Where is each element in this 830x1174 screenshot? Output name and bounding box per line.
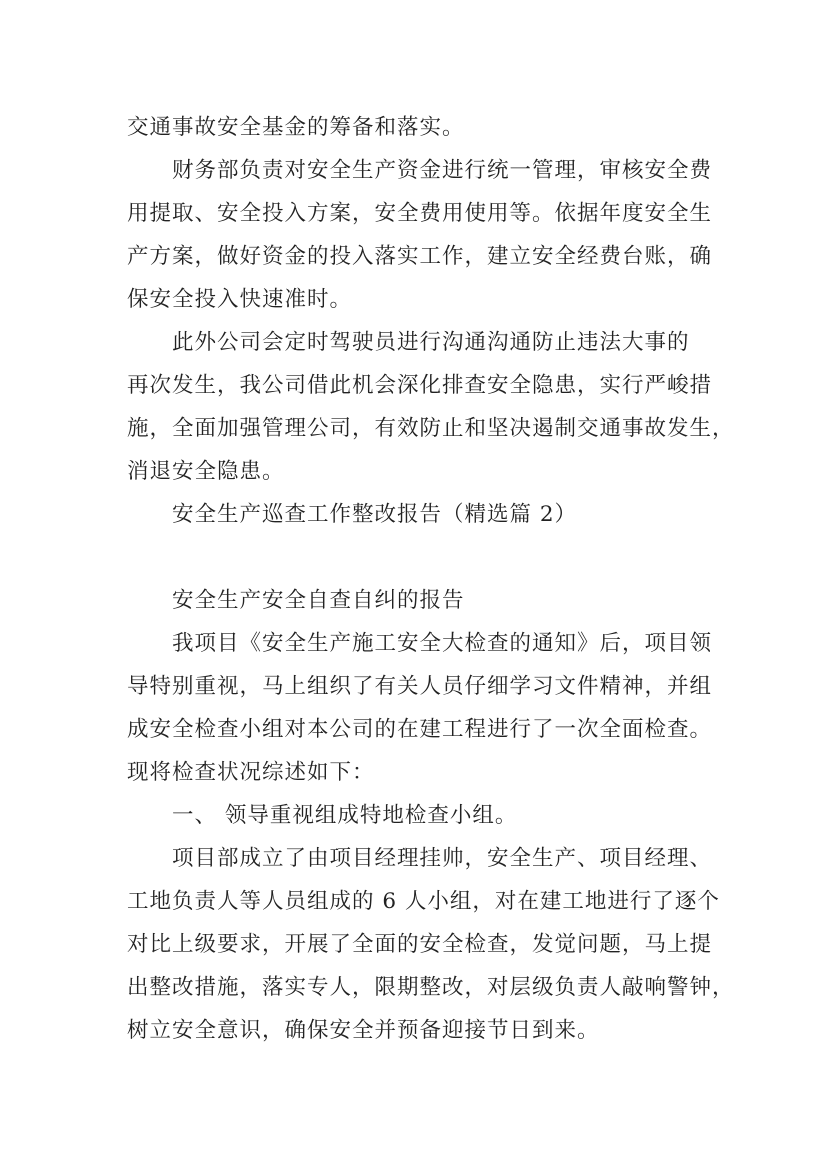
text-line: 用提取、安全投入方案，安全费用使用等。依据年度安全生	[127, 201, 713, 226]
text-line: 出整改措施，落实专人，限期整改，对层级负责人敲响警钟，	[127, 975, 735, 1000]
section-heading	[127, 493, 727, 536]
paragraph	[127, 106, 727, 149]
text-line: 安全生产巡查工作整改报告（精选篇 2）	[172, 502, 578, 527]
text-line: 对比上级要求，开展了全面的安全检查，发觉问题，马上提	[127, 932, 713, 957]
paragraph	[127, 837, 735, 1052]
text-line: 项目部成立了由项目经理挂帅，安全生产、项目经理、	[172, 846, 713, 871]
paragraph	[127, 622, 727, 794]
text-line: 我项目《安全生产施工安全大检查的通知》后，项目领	[172, 631, 713, 656]
text-line: 再次发生，我公司借此机会深化排查安全隐患，实行严峻措	[127, 373, 713, 398]
text-line: 交通事故安全基金的筹备和落实。	[127, 115, 465, 140]
paragraph	[127, 321, 735, 493]
text-line: 工地负责人等人员组成的 6 人小组，对在建工地进行了逐个	[127, 889, 720, 914]
text-line: 成安全检查小组对本公司的在建工程进行了一次全面检查。	[127, 717, 713, 742]
text-line: 树立安全意识，确保安全并预备迎接节日到来。	[127, 1018, 600, 1043]
text-line: 产方案，做好资金的投入落实工作，建立安全经费台账，确	[127, 244, 713, 269]
text-line: 一、 领导重视组成特地检查小组。	[172, 803, 518, 828]
text-line: 此外公司会定时驾驶员进行沟通沟通防止违法大事的	[172, 330, 690, 355]
text-line: 施，全面加强管理公司，有效防止和坚决遏制交通事故发生，	[127, 416, 735, 441]
text-line: 保安全投入快速准时。	[127, 287, 353, 312]
text-line: 安全生产安全自查自纠的报告	[172, 588, 465, 613]
report-title	[127, 579, 727, 622]
blank-line	[127, 536, 727, 579]
paragraph	[127, 794, 727, 837]
text-line: 现将检查状况综述如下：	[127, 760, 375, 785]
text-line: 消退安全隐患。	[127, 459, 285, 484]
text-line: 导特别重视，马上组织了有关人员仔细学习文件精神，并组	[127, 674, 713, 699]
paragraph	[127, 149, 727, 321]
document-page	[127, 106, 735, 1052]
text-line: 财务部负责对安全生产资金进行统一管理，审核安全费	[172, 158, 713, 183]
